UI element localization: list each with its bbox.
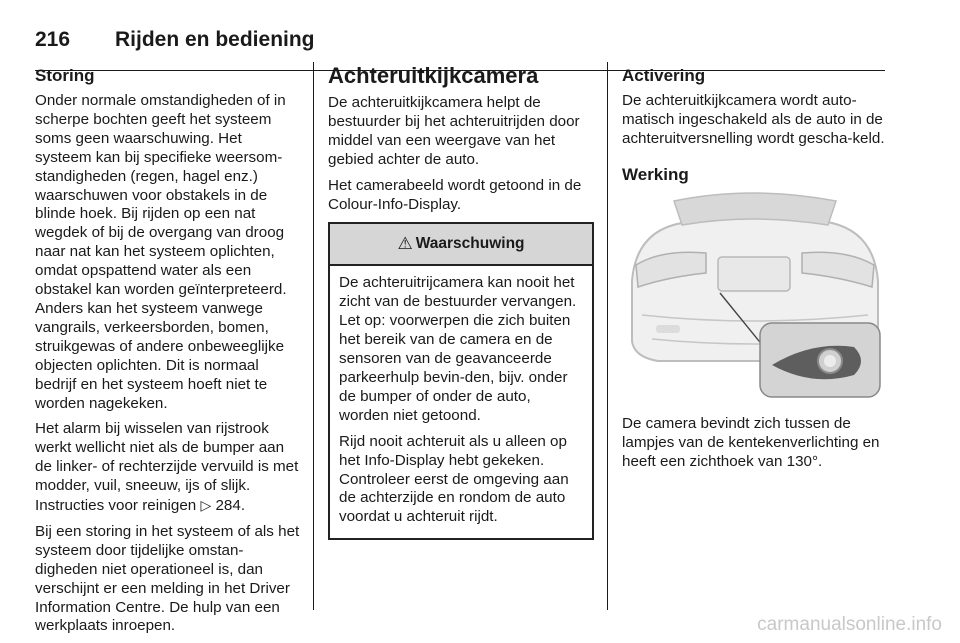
paragraph: De camera bevindt zich tussen de lampjes van de kentekenverlichting en heeft een zichthoek van 130°.	[622, 414, 880, 470]
column-storing	[35, 62, 301, 643]
page-number: 216	[35, 28, 71, 51]
watermark: carmanualsonline.info	[757, 614, 942, 635]
warning-paragraph: De achteruitrijcamera kan nooit het zicht van de bestuurder vervangen. Let op: voorwerpen die zich buiten het bereik van de camera en de sensoren van de geavanceerde parkeerhulp bevin-den, bijv. onder de bumper of onder de auto, worden niet getoond.	[339, 274, 577, 424]
section-title-camera: Achteruitkijkcamera	[328, 63, 539, 88]
section-heading-storing: Storing	[35, 66, 95, 85]
warning-paragraph: Rijd nooit achteruit als u alleen op het Info-Display hebt gekeken. Controleer eerst de omgeving aan de achterzijde en rondom de auto voordat u achteruit rijdt.	[339, 432, 569, 526]
paragraph: Het alarm bij wisselen van rijstrook werkt wellicht niet als de bumper aan de linker- of rechterzijde vervuild is met modder, vuil, sneeuw, ijs of slijk. Instructies voor reinigen ▷ 284.	[35, 420, 299, 515]
warning-header	[330, 224, 592, 266]
page-reference-icon: ▷	[200, 497, 212, 514]
warning-title: Waarschuwing	[415, 235, 525, 253]
section-heading-activering: Activering	[622, 66, 706, 85]
page-header	[35, 22, 885, 52]
chapter-title: Rijden en bediening	[115, 28, 315, 51]
paragraph: De achteruitkijkcamera helpt de bestuurder bij het achteruitrijden door middel van een weergave van het gebied achter de auto.	[328, 94, 580, 168]
paragraph: De achteruitkijkcamera wordt auto-matisch ingeschakeld als de auto in de achteruitversnelling wordt gescha-keld.	[622, 92, 885, 147]
warning-icon: ⚠	[397, 234, 413, 254]
rear-camera-illustration	[622, 191, 886, 401]
paragraph: Bij een storing in het systeem of als het systeem door tijdelijke omstan-digheden niet operationeel is, dan verschijnt er een melding in het Driver Information Centre. De hulp van een werkplaats inroepen.	[35, 522, 300, 635]
section-heading-werking: Werking	[622, 164, 689, 184]
paragraph: Het camerabeeld wordt getoond in de Colour-Info-Display.	[328, 176, 582, 213]
column-divider-1	[313, 62, 314, 610]
warning-box	[328, 222, 594, 540]
column-activation	[622, 62, 886, 478]
column-divider-2	[607, 62, 608, 610]
column-camera	[328, 62, 594, 540]
car-rear-svg	[622, 191, 886, 401]
warning-body	[330, 266, 592, 538]
paragraph: Onder normale omstandigheden of in scherpe bochten geeft het systeem soms geen waarschuwing. Het systeem kan bij specifieke weersom-standigheden (regen, hagel enz.) waarschuwen voor obstakels in de blinde hoek. Bij rijden op een nat wegdek of bij de overgang van droog naar nat kan het systeem oplichten, omdat opspattend water als een obstakel kan worden geïnterpreteerd. Anders kan het systeem vanwege vangrails, verkeersborden, bomen, struikgewas of andere onbeweeglijke objecten oplichten. Dit is normaal bedrijf en het systeem hoeft niet te worden nagekeken.	[35, 92, 287, 412]
page-reference[interactable]: 284.	[215, 497, 246, 515]
